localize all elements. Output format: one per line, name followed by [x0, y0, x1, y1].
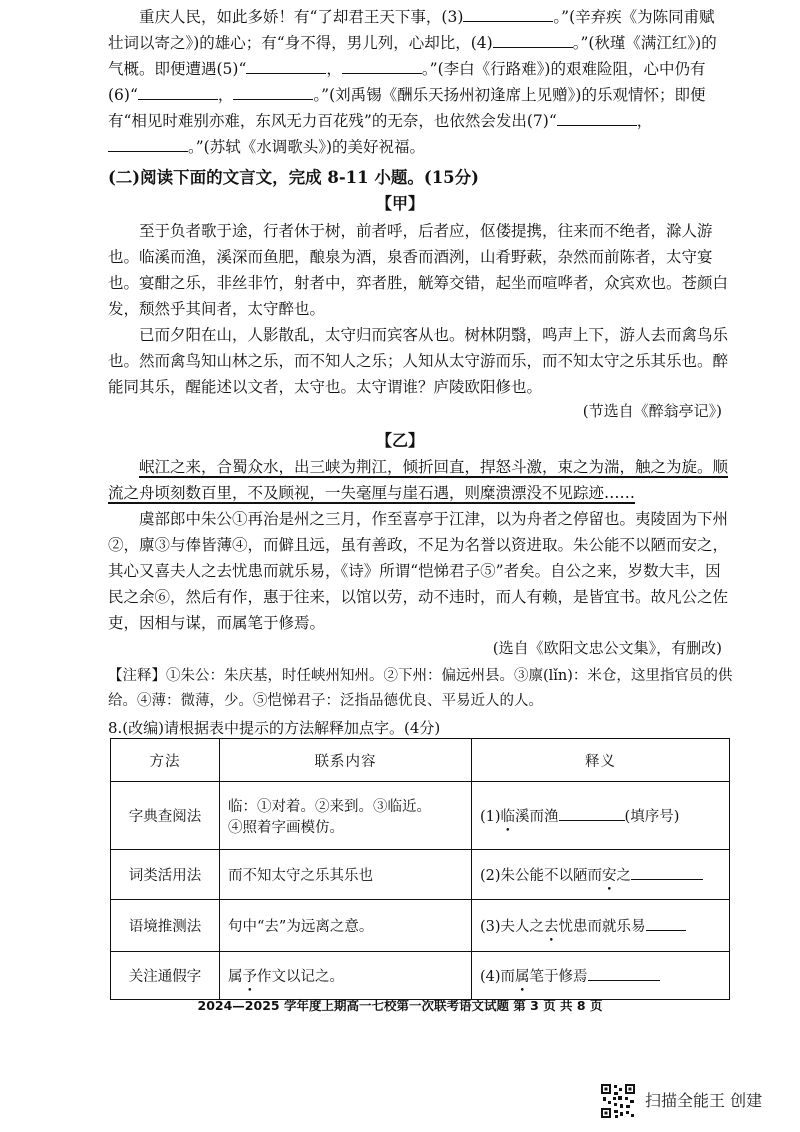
poem-line-4: 的艰难险阻，心中仍有(6)“: [108, 60, 706, 104]
qr-code-icon: [600, 1083, 636, 1119]
jia-title: 【甲】: [375, 194, 424, 213]
poem-line-5: 逢席上见赠》)的乐观情怀；即便有“相见时难别亦难，东风无力百花残”的无奈，也依然: [108, 86, 706, 130]
question-8: 8.(改编)请根据表中提示的方法解释加点字。(4分): [108, 719, 441, 737]
answer-blank-3[interactable]: [646, 916, 686, 931]
answer-blank-2[interactable]: [631, 865, 703, 880]
header-meaning: 释义: [472, 739, 730, 782]
poem-line-1: 重庆人民，如此多娇！有“了却君王天下事，(3): [139, 8, 464, 26]
page-footer: 2024—2025 学年度上期高一七校第一次联考语文试题 第 3 页 共 8 页: [197, 998, 603, 1013]
poem-line-6: 会发出(7)“: [480, 112, 557, 130]
blank-6b[interactable]: [233, 83, 313, 100]
jia-paragraph-1: 至于负者歌于途，行者休于树，前者呼，后者应，伛偻提携，往来而不绝者，滁人游也。临溪而渔，溪深而鱼肥，酿泉为酒，泉香而酒洌，山肴野蔌，杂然而前陈者，太守宴也。宴酣之乐，非丝非竹，射者中，弈者胜，觥筹交错，起坐而喧哗者，众宾欢也。苍颜白发，颓然乎其间者，太守醉也。: [108, 222, 729, 318]
blank-6a[interactable]: [138, 83, 218, 100]
poem-line-2: 同甫赋壮词以寄之》)的雄心；有“身不得，男儿列，心却比，(4): [108, 8, 715, 52]
blank-5a[interactable]: [246, 57, 326, 74]
yi-title: 【乙】: [375, 431, 424, 450]
section-heading: (二)阅读下面的文言文，完成 8-11 小题。(15分): [108, 168, 479, 187]
header-method: 方法: [111, 739, 220, 782]
table-row: 词类活用法 而不知太守之乐其乐也 (2)朱公能不以陋而安之: [111, 850, 730, 900]
table-row: 语境推测法 句中“去”为远离之意。 (3)夫人之去忧患而就乐易: [111, 900, 730, 952]
blank-5b[interactable]: [342, 57, 422, 74]
blank-3[interactable]: [463, 5, 553, 22]
blank-7b[interactable]: [108, 135, 188, 152]
blank-4[interactable]: [493, 31, 573, 48]
jia-paragraph-2: 已而夕阳在山，人影散乱，太守归而宾客从也。树林阴翳，鸣声上下，游人去而禽鸟乐也。然而禽鸟知山林之乐，而不知人之乐；人知从太守游而乐，而不知太守之乐其乐也。醉能同其乐，醒能述以文者，太守也。太守谓谁？庐陵欧阳修也。: [108, 326, 729, 396]
scanner-watermark: 扫描全能王 创建: [645, 1091, 763, 1110]
jia-source: (节选自《醉翁亭记》): [582, 402, 722, 420]
table-row: 关注通假字 属予作文以记之。 (4)而属笔于修焉: [111, 952, 730, 1000]
method-table: [110, 738, 730, 1000]
yi-source: (选自《欧阳文忠公文集》，有删改): [492, 639, 722, 657]
blank-7a[interactable]: [557, 109, 637, 126]
annotations: 【注释】①朱公：朱庆基，时任峡州知州。②下州：偏远州县。③廪(lǐn)：米仓，这里指官员的供给。④薄：微薄，少。⑤恺悌君子：泛指品德优良、平易近人的人。: [108, 668, 733, 709]
table-row: 字典查阅法 临：①对着。②来到。③临近。 ④照着字画模仿。 (1)临溪而渔 (填序号): [111, 782, 730, 850]
poem-line-3: 瑾《满江红》)的气概。即便遭遇(5)“: [108, 34, 717, 78]
yi-paragraph-1-underlined: 岷江之来，合蜀众水，出三峡为荆江，倾折回直，捍怒斗激，束之为湍，触之为旋。顺流之舟顷刻数百里，不及顾视，一失毫厘与崖石遇，则糜溃漂没不见踪迹……: [108, 458, 729, 502]
header-content: 联系内容: [220, 739, 472, 782]
table-header-row: [111, 739, 730, 782]
answer-blank-4[interactable]: [588, 966, 660, 981]
answer-blank-1[interactable]: [559, 806, 625, 821]
poem-fill-paragraph: 重庆人民，如此多娇！有“了却君王天下事，(3) 。”(辛弃疾《为陈同甫赋壮词以寄之》)的雄心；有“身不得，男儿列，心却比，(4) 。”(秋瑾《满江红》)的气概。即便遭遇(5)“ ， 。”(李白《行路难》)的艰难险阻，心中仍有(6)“ ， 。”(刘禹锡《酬乐天扬州初逢席上见赠》)的乐观情怀；即便有“相见时难别亦难，东风无力百花残”的无奈，也依然会发出(7)“ ，。”(苏轼《水调歌头》)的美好祝福。: [108, 4, 728, 160]
yi-paragraph-2: 虞部郎中朱公①再治是州之三月，作至喜亭于江津，以为舟者之停留也。夷陵固为下州②，廪③与俸皆薄④，而僻且远，虽有善政，不足为名誉以资进取。朱公能不以陋而安之，其心又喜夫人之去忧患而就乐易，《诗》所谓“恺悌君子⑤”者矣。自公之来，岁数大丰，因民之余⑥，然后有作，惠于往来，以馆以劳，动不违时，而人有赖，是皆宜书。故凡公之佐吏，因相与谋，而属笔于修焉。: [108, 510, 729, 632]
